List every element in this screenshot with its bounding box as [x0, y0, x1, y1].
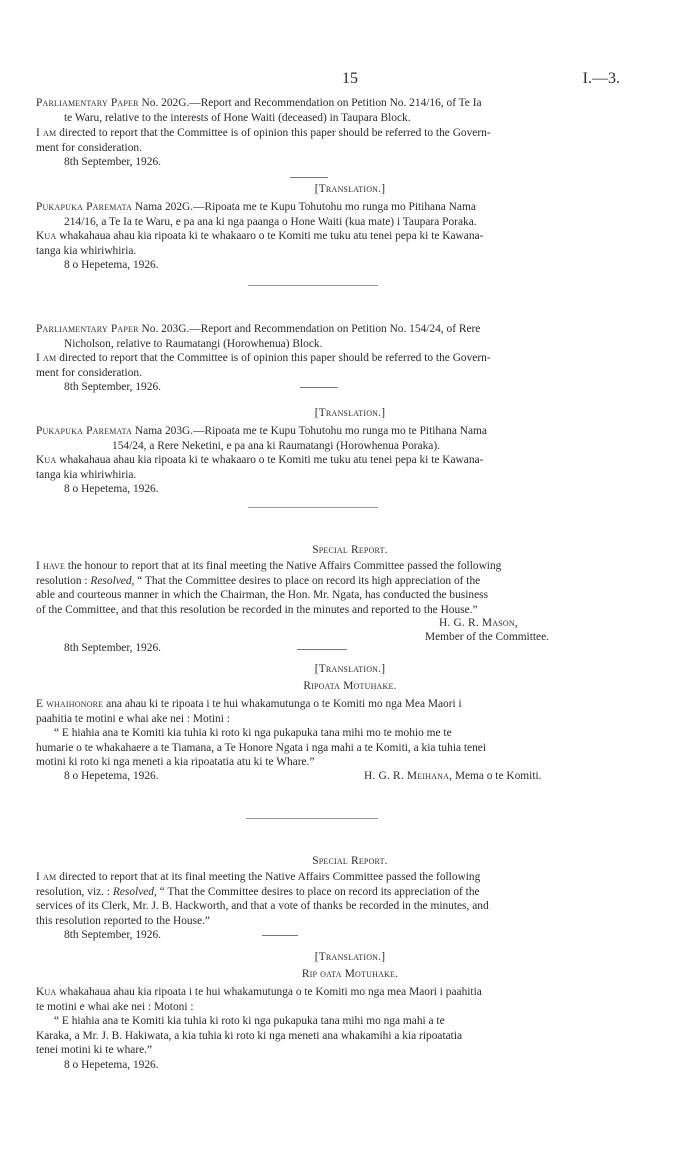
tr-title-text: Ripoata Motuhake.	[303, 680, 397, 692]
tr-sign-name: H. G. R. Meihana	[364, 770, 450, 782]
body-lead: I am	[36, 871, 57, 883]
tr-heading-text: Nama 203G.—Ripoata me te Kupu Tohutohu mo runga mo te Pitihana Nama	[132, 425, 487, 437]
tr-body-line-2: paahitia te motini e whai ake nei : Motini :	[36, 712, 230, 725]
tr-body-line-2: te motini e whai ake nei : Motoni :	[36, 1000, 194, 1013]
tr-body-line-3: “ E hiahia ana te Komiti kia tuhia ki roto ki nga pukapuka tana mihi mo nga mahi a te	[54, 1015, 445, 1028]
paper-202g-heading	[36, 96, 664, 125]
paper-202g-body	[36, 126, 664, 170]
tr-date: 8 o Hepetema, 1926.	[64, 259, 159, 272]
tr-heading-line-2: 154/24, a Rere Neketini, e pa ana ki Raumatangi (Horowhenua Poraka).	[112, 439, 441, 452]
resolved-label: Resolved,	[112, 885, 157, 898]
series-reference: I.—3.	[582, 70, 620, 87]
translation-label-text: [Translation.]	[314, 663, 386, 675]
body-lead: I am	[36, 352, 57, 364]
short-rule	[290, 177, 328, 178]
tr-title	[36, 967, 664, 982]
short-rule	[262, 935, 298, 936]
heading-prefix: Parliamentary Paper	[36, 97, 139, 109]
tr-body-lead: Kua	[36, 986, 57, 998]
special-report-1-translation	[36, 697, 664, 770]
tr-heading-prefix: Pukapuka Paremata	[36, 425, 133, 437]
body-line-1: directed to report that at its final meeting the Native Affairs Committee passed the following	[56, 871, 481, 883]
tr-body-line-2: tanga kia whiriwhiria.	[36, 244, 137, 257]
tr-date: 8 o Hepetema, 1926.	[64, 770, 159, 782]
tr-date: 8 o Hepetema, 1926.	[64, 483, 159, 496]
tr-body-line-5: tenei motini ki te whare.”	[36, 1044, 153, 1057]
body-line-2-pre: resolution :	[36, 574, 91, 587]
tr-body-line-4: Karaka, a Mr. J. B. Hakiwata, a kia tuhia ki roto ki nga meneti ana whakamihi a kia ripoatatia	[36, 1029, 463, 1042]
body-lead: I have	[36, 560, 66, 572]
translation-label	[36, 406, 664, 421]
tr-body-lead: Kua	[36, 454, 57, 467]
special-report-2-body	[36, 870, 664, 943]
paper-202g-translation	[36, 200, 664, 273]
special-report-1-title	[36, 543, 664, 558]
paper-203g-body	[36, 351, 664, 395]
heading-line-2: Nicholson, relative to Raumatangi (Horowhenua) Block.	[64, 337, 323, 350]
tr-title	[36, 679, 664, 694]
signatory-role: Member of the Committee.	[425, 631, 550, 643]
special-report-2-translation	[36, 985, 664, 1073]
tr-body-line-1: whakahaua ahau kia ripoata ki te whakaaro o te Komiti me tuku atu tenei pepa ki te Kawana-	[56, 454, 484, 467]
date: 8th September, 1926.	[64, 156, 161, 169]
translation-label-text: [Translation.]	[314, 183, 386, 195]
special-report-title-text: Special Report.	[312, 855, 388, 867]
body-line-2-post: “ That the Committee desires to place on record its high appreciation of the	[134, 574, 481, 587]
tr-body-line-3: “ E hiahia ana te Komiti kia tuhia ki roto ki nga pukapuka tana mihi mo te mohio me te	[54, 727, 452, 740]
signatory-name: H. G. R. Mason,	[439, 617, 518, 629]
tr-body-line-4: humarie o te whakahaere a te Tiamana, a Te Honore Ngata i nga mahi a te Komiti, a kia tuhia tenei	[36, 741, 487, 754]
tr-body-lead: Kua	[36, 230, 57, 243]
body-line-4: of the Committee, and that this resolution be recorded in the minutes and reported to the House.”	[36, 603, 478, 616]
body-line-1: directed to report that the Committee is of opinion this paper should be referred to the Govern-	[56, 352, 491, 364]
section-divider	[248, 507, 378, 508]
heading-text: No. 202G.—Report and Recommendation on Petition No. 214/16, of Te Ia	[138, 97, 482, 109]
body-line-2-post: “ That the Committee desires to place on record its appreciation of the	[156, 885, 480, 898]
date: 8th September, 1926.	[64, 929, 161, 942]
special-report-title-text: Special Report.	[312, 544, 388, 556]
body-line-2-pre: resolution, viz. :	[36, 885, 113, 898]
body-line-1: directed to report that the Committee is of opinion this paper should be referred to the Govern-	[56, 127, 491, 139]
body-line-1: the honour to report that at its final meeting the Native Affairs Committee passed the following	[65, 560, 502, 572]
tr-body-line-5: motini ki roto ki nga meneti a kia ripoatatia atu ki te Whare.”	[36, 756, 315, 769]
translation-label	[36, 950, 664, 965]
page-number: 15	[342, 70, 358, 87]
tr-heading-text: Nama 202G.—Ripoata me te Kupu Tohutohu mo runga mo Pitihana Nama	[132, 201, 476, 213]
tr-body-line-1: ana ahau ki te ripoata i te hui whakamutunga o te Komiti mo nga Mea Maori i	[103, 698, 462, 710]
short-rule	[297, 649, 347, 650]
tr-body-lead: E whaihonore	[36, 698, 104, 710]
tr-signature	[364, 770, 542, 782]
translation-label-text: [Translation.]	[314, 951, 386, 963]
special-report-2-title	[36, 854, 664, 869]
date: 8th September, 1926.	[64, 642, 161, 654]
body-line-2: ment for consideration.	[36, 366, 142, 379]
short-rule	[300, 387, 338, 388]
translation-label-text: [Translation.]	[314, 407, 386, 419]
tr-sign-rest: , Mema o te Komiti.	[449, 770, 542, 782]
tr-body-line-2: tanga kia whiriwhiria.	[36, 468, 137, 481]
translation-label	[36, 182, 664, 197]
section-divider	[248, 285, 378, 286]
resolved-label: Resolved,	[90, 574, 135, 587]
body-line-3: services of its Clerk, Mr. J. B. Hackworth, and that a vote of thanks be recorded in the minutes, and	[36, 900, 489, 913]
heading-text: No. 203G.—Report and Recommendation on Petition No. 154/24, of Rere	[138, 323, 481, 335]
tr-body-line-1: whakahaua ahau kia ripoata i te hui whakamutunga o te Komiti mo nga mea Maori i paahitia	[56, 986, 482, 998]
heading-prefix: Parliamentary Paper	[36, 323, 139, 335]
body-line-2: ment for consideration.	[36, 141, 142, 154]
tr-heading-line-2: 214/16, a Te Ia te Waru, e pa ana ki nga paanga o Hone Waiti (kua mate) i Taupara Poraka.	[64, 215, 477, 228]
date: 8th September, 1926.	[64, 381, 161, 394]
tr-date: 8 o Hepetema, 1926.	[64, 1058, 159, 1071]
body-lead: I am	[36, 127, 57, 139]
translation-label	[36, 662, 664, 677]
section-divider	[246, 818, 378, 819]
tr-body-line-1: whakahaua ahau kia ripoata ki te whakaaro o te Komiti me tuku atu tenei pepa ki te Kawana-	[56, 230, 484, 243]
body-line-3: able and courteous manner in which the Chairman, the Hon. Mr. Ngata, has conducted the business	[36, 589, 489, 602]
paper-203g-translation	[36, 424, 664, 497]
special-report-1-body	[36, 559, 664, 617]
paper-203g-heading	[36, 322, 664, 351]
heading-line-2: te Waru, relative to the interests of Hone Waiti (deceased) in Taupara Block.	[64, 111, 411, 124]
tr-title-text: Rip oata Motuhake.	[301, 968, 399, 980]
tr-heading-prefix: Pukapuka Paremata	[36, 201, 133, 213]
body-line-4: this resolution reported to the House.”	[36, 914, 210, 927]
